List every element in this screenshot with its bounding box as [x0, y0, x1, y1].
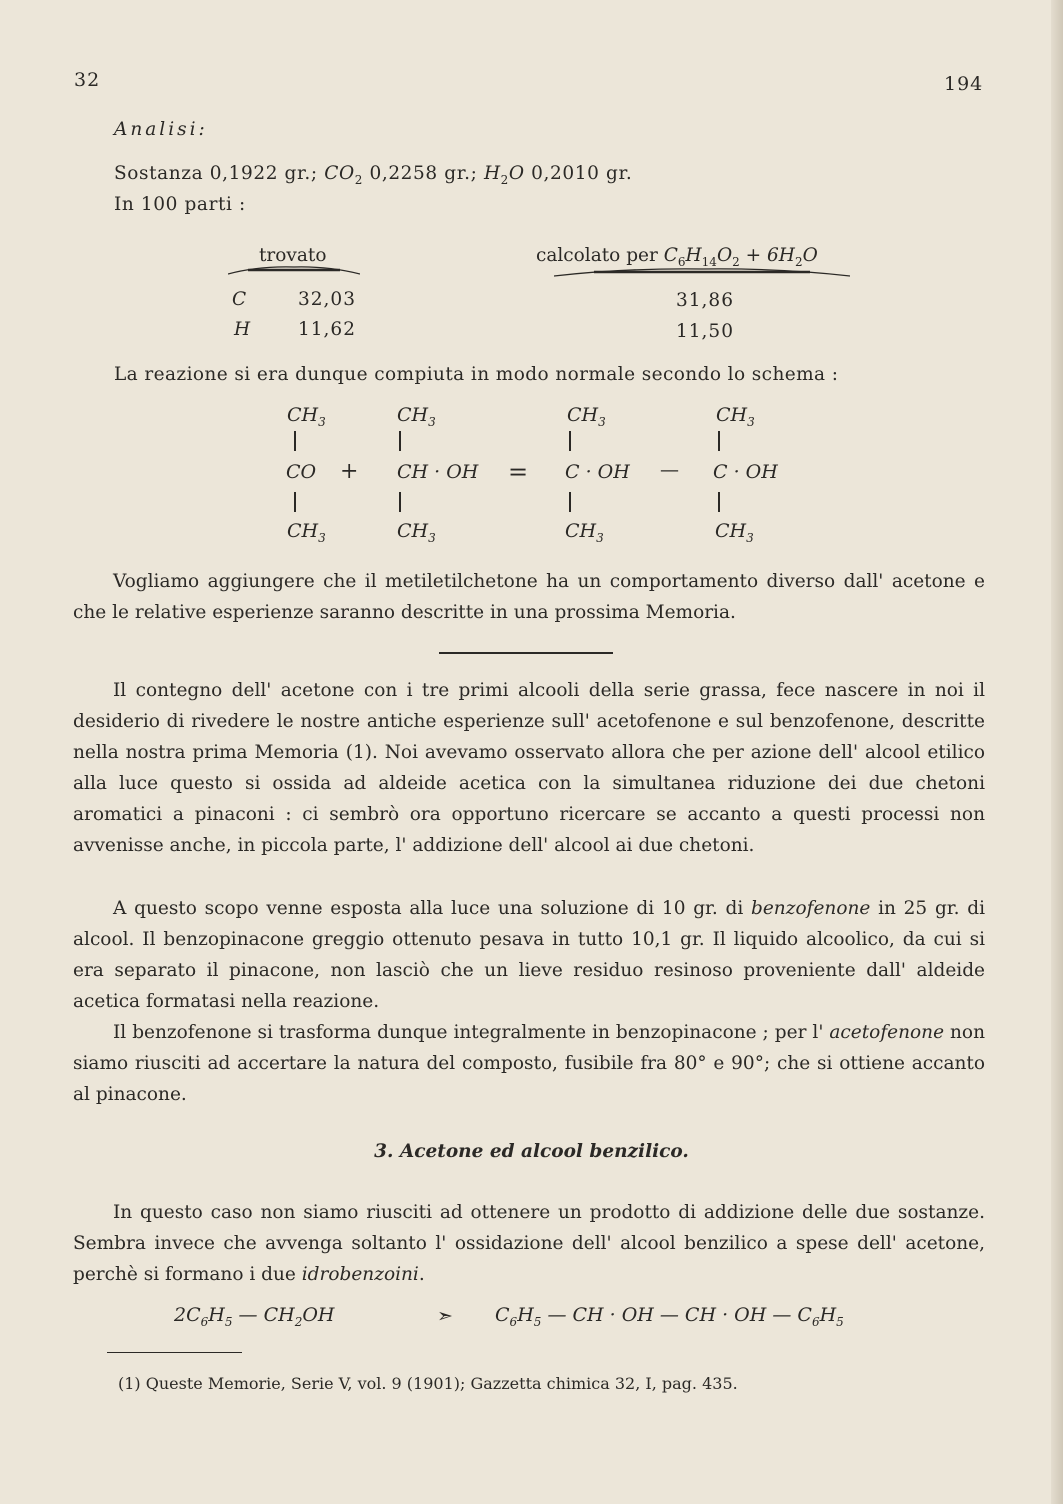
- page-edge-shadow: [1051, 0, 1063, 1504]
- scheme-ch3-top-1: $CH_3$: [287, 404, 326, 429]
- bond-3a: [569, 431, 571, 451]
- section-heading: 3. Acetone ed alcool benzilico.: [374, 1141, 689, 1162]
- scheme-ch3-top-4: $CH_3$: [716, 404, 755, 429]
- paragraph-4: Il benzofenone si trasforma dunque integralmente in benzopinacone ; per l' acetofenone non siamo riusciti ad accertare la natura del composto, fusibile fra 80° e 90°; che si ottiene accanto al pinacone.: [73, 1022, 985, 1105]
- bond-1b: [294, 492, 296, 512]
- table-row-1-found: 32,03: [298, 289, 356, 310]
- bond-1a: [294, 431, 296, 451]
- table-row-1-calc: 31,86: [676, 290, 734, 311]
- paragraph-5: In questo caso non siamo riusciti ad ottenere un prodotto di addizione delle due sostanze. Sembra invece che avvenga soltanto l' ossidazione dell' alcool benzilico a spese dell' acetone, perchè si formano i due idrobenzoini.: [73, 1202, 985, 1285]
- table-row-2-calc: 11,50: [676, 321, 734, 342]
- table-row-2-found: 11,62: [298, 319, 356, 340]
- scheme-ch3-top-2: $CH_3$: [397, 404, 436, 429]
- scheme-ch3-bottom-4: $CH_3$: [715, 520, 754, 545]
- brace-calc: [554, 266, 850, 278]
- bond-4a: [718, 431, 720, 451]
- bond-2b: [399, 492, 401, 512]
- table-header-found: trovato: [259, 245, 327, 266]
- table-row-1-element: C: [232, 289, 247, 310]
- page-number-left: 32: [74, 69, 101, 91]
- scheme-coh-2: C · OH: [713, 461, 778, 483]
- scheme-equals: =: [508, 458, 529, 486]
- bond-4b: [718, 492, 720, 512]
- scheme-ch3-top-3: $CH_3$: [567, 404, 606, 429]
- separator-rule: [439, 652, 613, 654]
- scheme-coh-1: C · OH: [565, 461, 630, 483]
- table-row-2-element: H: [234, 319, 251, 340]
- footnote-rule: [107, 1352, 242, 1353]
- paragraph-1: Vogliamo aggiungere che il metiletilchetone ha un comportamento diverso dall' acetone e che le relative esperienze saranno descritte in una prossima Memoria.: [73, 571, 985, 623]
- scheme-ch3-bottom-2: $CH_3$: [397, 520, 436, 545]
- scheme-choh: CH · OH: [397, 461, 479, 483]
- analysis-line-2: In 100 parti :: [114, 194, 246, 215]
- scheme-ch3-bottom-1: $CH_3$: [287, 520, 326, 545]
- bond-2a: [399, 431, 401, 451]
- scheme-dash: —: [660, 459, 679, 481]
- table-header-calc: calcolato per $C_6H_{14}O_2 + 6H_2O$: [536, 245, 818, 269]
- reaction-intro: La reazione si era dunque compiuta in modo normale secondo lo schema :: [114, 364, 839, 385]
- scheme-co: CO: [286, 461, 317, 483]
- paragraph-2: Il contegno dell' acetone con i tre primi alcooli della serie grassa, fece nascere in noi il desiderio di rivedere le nostre antiche esperienze sull' acetofenone e sul benzofenone, descritte nella nostra prima Memoria (1). Noi avevamo osservato allora che per azione dell' alcool etilico alla luce questo si ossida ad aldeide acetica con la simultanea riduzione dei due chetoni aromatici a pinaconi : ci sembrò ora opportuno ricercare se accanto a questi processi non avvenisse anche, in piccola parte, l' addizione dell' alcool ai due chetoni.: [73, 680, 985, 856]
- equation-rhs: $C_6H_5$ — CH · OH — CH · OH — $C_6H_5$: [495, 1304, 844, 1329]
- equation-lhs: $2C_6H_5$ — $CH_2OH$: [174, 1304, 335, 1329]
- bond-3b: [569, 492, 571, 512]
- scheme-plus: +: [340, 459, 359, 484]
- analysis-line-1: Sostanza 0,1922 gr.; $CO_2$ 0,2258 gr.; $H_2O$ 0,2010 gr.: [114, 163, 633, 187]
- page-number-right: 194: [944, 73, 984, 95]
- scheme-ch3-bottom-3: $CH_3$: [565, 520, 604, 545]
- paragraph-3: A questo scopo venne esposta alla luce una soluzione di 10 gr. di benzofenone in 25 gr. di alcool. Il benzopinacone greggio ottenuto pesava in tutto 10,1 gr. Il liquido alcoolico, da cui si era separato il pinacone, non lasciò che un lieve residuo resinoso proveniente dall' aldeide acetica formatasi nella reazione.: [73, 898, 985, 1012]
- footnote: (1) Queste Memorie, Serie V, vol. 9 (1901); Gazzetta chimica 32, I, pag. 435.: [118, 1374, 738, 1393]
- analysis-heading: Analisi:: [114, 119, 208, 140]
- equation-arrow: ➣: [437, 1305, 453, 1327]
- brace-found: [228, 264, 360, 276]
